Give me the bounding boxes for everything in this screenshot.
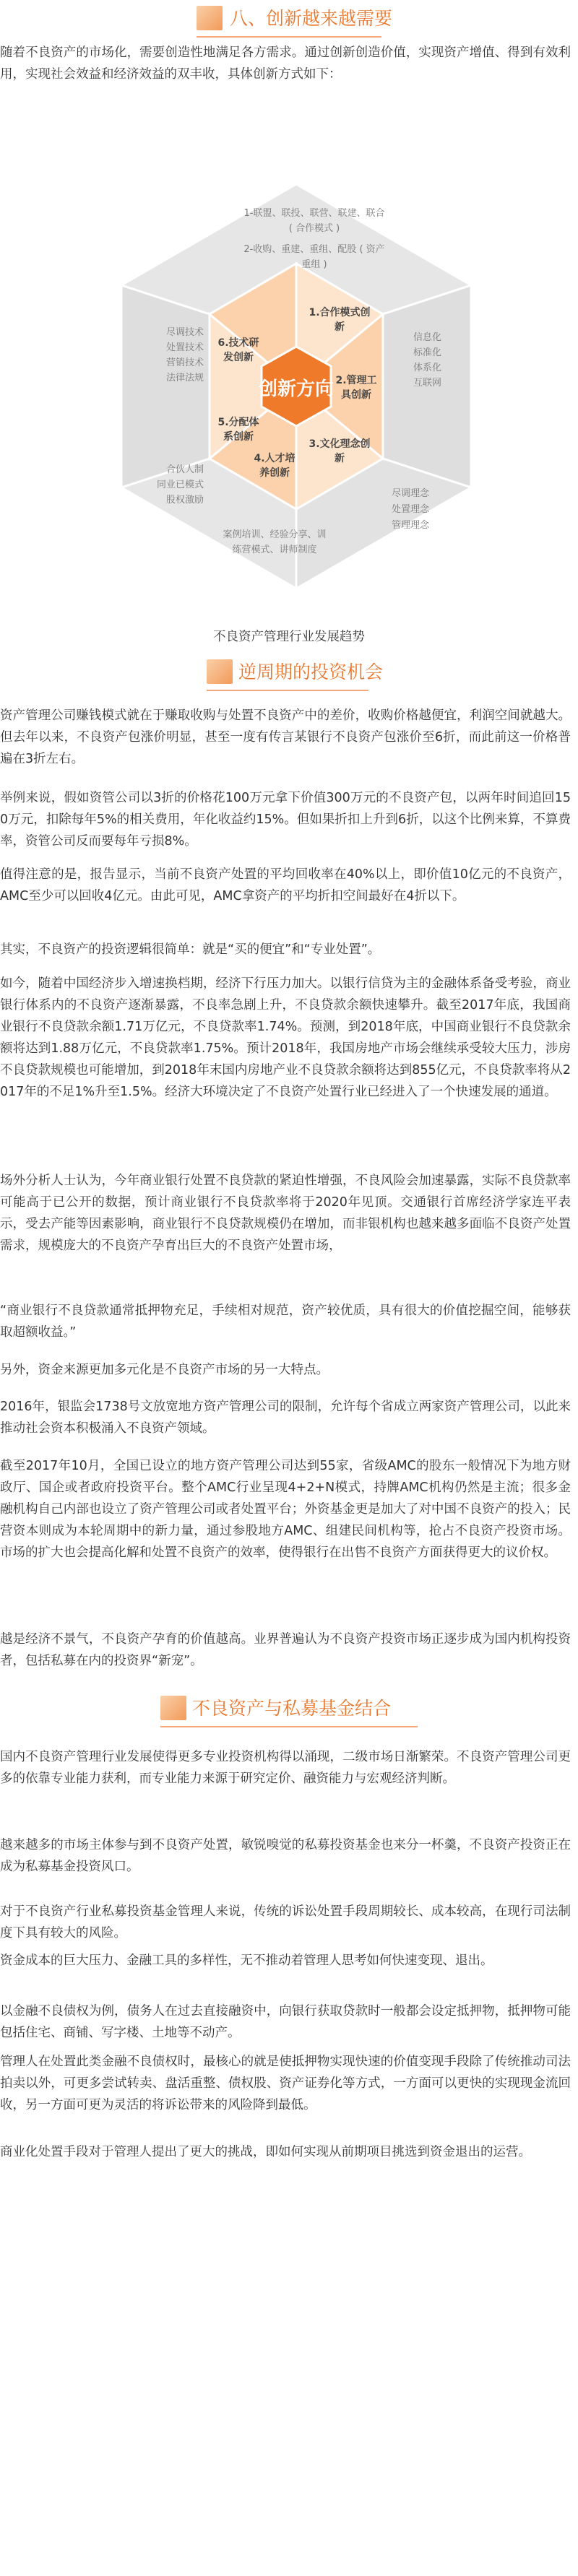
paragraph: 越来越多的市场主体参与到不良资产处置，敏锐嗅觉的私募投资基金也来分一杯羹，不良资产投资正在成为私募基金投资风口。 — [0, 1838, 571, 1874]
right-item-3: 体系化 — [413, 363, 442, 373]
cell-label-6: 6.技术研发创新 — [217, 337, 259, 363]
bottom-right-item-1: 尽调理念 — [392, 488, 430, 499]
section-title: 八、创新越来越需要 — [230, 8, 393, 29]
paragraph: 管理人在处置此类金融不良债权时，最核心的就是使抵押物实现快速的价值变现手段除了传统推动司法拍卖以外，可更多尝试转卖、盘活重整、债权股、资产证券化等方式，一方面可以更快的实现现金流回收，另一方面可更为灵活的将诉讼带来的风险降到最低。 — [0, 2055, 571, 2112]
left-top-item-2: 处置技术 — [165, 342, 204, 353]
paragraph: 2016年，银监会1738号文放宽地方资产管理公司的限制，允许每个省成立两家资产管理公司，以此来推动社会资本积极涌入不良资产领域。 — [0, 1400, 571, 1436]
outer-segment-left — [121, 285, 210, 487]
section-decor-icon — [207, 659, 233, 684]
right-item-4: 互联网 — [413, 378, 442, 389]
section-header-private-fund — [0, 1690, 578, 1727]
top-item-1: 1-联盟、联投、联营、联建、联合 ( 合作模式 ) — [243, 208, 385, 234]
paragraph: 资金成本的巨大压力、金融工具的多样性，无不推动着管理人思考如何快速变现、退出。 — [0, 1953, 493, 1968]
center-label: 创新方向 — [258, 378, 334, 400]
section-title: 逆周期的投资机会 — [238, 662, 384, 682]
cell-label-1: 1.合作模式创新 — [309, 307, 371, 333]
section-title: 不良资产与私募基金结合 — [192, 1698, 392, 1719]
left-bottom-item-1: 合伙人制 — [165, 464, 204, 475]
section-header-innovation — [0, 0, 578, 38]
left-top-item-4: 法律法规 — [165, 373, 204, 383]
paragraph: 对于不良资产行业私募投资基金管理人来说，传统的诉讼处置手段周期较长、成本较高，在现行司法制度下具有较大的风险。 — [0, 1904, 571, 1940]
cell-label-3: 3.文化理念创新 — [309, 438, 371, 464]
left-top-item-3: 营销技术 — [165, 357, 204, 368]
cell-label-5: 5.分配体系创新 — [217, 417, 259, 443]
left-top-item-1: 尽调技术 — [165, 327, 204, 338]
cell-label-2: 2.管理工具创新 — [335, 375, 377, 401]
paragraph: 值得注意的是，报告显示，当前不良资产处置的平均回收率在40%以上，即价值10亿元的不良资产，AMC至少可以回收4亿元。由此可见，AMC拿资产的平均折扣空间最好在4折以下。 — [0, 867, 571, 903]
paragraph: 资产管理公司赚钱模式就在于赚取收购与处置不良资产中的差价，收购价格越便宜，利润空间就越大。但去年以来，不良资产包涨价明显，甚至一度有传言某银行不良资产包涨价至6折，而此前这一价格普遍在3折左右。 — [0, 708, 571, 766]
paragraph: 场外分析人士认为，今年商业银行处置不良贷款的紧迫性增强，不良风险会加速暴露，实际不良贷款率可能高于已公开的数据，预计商业银行不良贷款率将于2020年见顶。交通银行首席经济学家连平表示，受去产能等因素影响，商业银行不良贷款规模仍在增加，而非银机构也越来越多面临不良资产处置需求，规模庞大的不良资产孕育出巨大的不良资产处置市场， — [0, 1174, 571, 1253]
paragraph: 截至2017年10月，全国已设立的地方资产管理公司达到55家，省级AMC的股东一般情况下为地方财政厅、国企或者政府投资平台。整个AMC行业呈现4+2+N模式，持牌AMC机构仍然是主流；很多金融机构自己内部也设立了资产管理公司或者处置平台；外资基金更是加大了对中国不良资产的投入；民营资本则成为本轮周期中的新力量，通过参股地方AMC、组建民间机构等，抢占不良资产投资市场。市场的扩大也会提高化解和处置不良资产的效率，使得银行在出售不良资产方面获得更大的议价权。 — [0, 1459, 571, 1560]
innovation-hexagon-diagram — [79, 170, 513, 603]
right-item-2: 标准化 — [413, 347, 442, 358]
paragraph: 如今，随着中国经济步入增速换档期，经济下行压力加大。以银行信贷为主的金融体系备受考验，商业银行体系内的不良资产逐渐暴露，不良率急剧上升，不良贷款余额快速攀升。截至2017年底，我国商业银行不良贷款余额1.71万亿元，不良贷款率1.74%。预测，到2018年底，中国商业银行不良贷款余额将达到1.88万亿元，不良贷款率1.75%。预计2018年，我国房地产市场会继续承受较大压力，涉房不良贷款规模也可能增加，到2018年末国内房地产业不良贷款余额将达到855亿元，不良贷款率将从2017年的不足1%升至1.5%。经济大环境决定了不良资产处置行业已经进入了一个快速发展的通道。 — [0, 976, 571, 1099]
right-item-1: 信息化 — [413, 332, 442, 343]
paragraph: 商业化处置手段对于管理人提出了更大的挑战，即如何实现从前期项目挑选到资金退出的运营。 — [0, 2145, 531, 2159]
section-header-countercyclical — [0, 654, 578, 691]
bottom-item-1: 案例培训、经验分享、训练营模式、讲师制度 — [223, 529, 327, 555]
paragraph: 举例来说，假如资管公司以3折的价格花100万元拿下价值300万元的不良资产包，以两年时间追回150万元，扣除每年5%的相关费用，年化收益约15%。但如果折扣上升到6折，以这个比例来算，不算费率，资管公司反而要每年亏损8%。 — [0, 791, 571, 849]
section-underline — [197, 36, 381, 38]
paragraph: 越是经济不景气，不良资产孕育的价值越高。业界普遍认为不良资产投资市场正逐步成为国内机构投资者，包括私募在内的投资界“新宠”。 — [0, 1632, 571, 1668]
paragraph: 随着不良资产的市场化，需要创造性地满足各方需求。通过创新创造价值，实现资产增值、得到有效利用，实现社会效益和经济效益的双丰收，具体创新方式如下： — [0, 45, 571, 82]
diagram-caption: 不良资产管理行业发展趋势 — [213, 630, 365, 644]
top-item-2: 2-收购、重建、重组、配股 ( 资产重组 ) — [243, 244, 385, 270]
bottom-right-item-2: 处置理念 — [392, 504, 430, 515]
section-underline — [160, 1726, 418, 1727]
section-underline — [207, 690, 368, 691]
section-decor-icon — [197, 6, 223, 30]
paragraph: 以金融不良债权为例，债务人在过去直接融资中，向银行获取贷款时一般都会设定抵押物，抵押物可能包括住宅、商铺、写字楼、土地等不动产。 — [0, 2004, 571, 2040]
cell-label-4: 4.人才培养创新 — [254, 453, 296, 479]
paragraph: 其实，不良资产的投资逻辑很简单：就是“买的便宜”和“专业处置”。 — [0, 942, 381, 957]
paragraph: 另外，资金来源更加多元化是不良资产市场的另一大特点。 — [0, 1363, 329, 1377]
quote-paragraph: “商业银行不良贷款通常抵押物充足，手续相对规范，资产较优质，具有很大的价值挖掘空间，能够获取超额收益。” — [0, 1304, 571, 1340]
section-decor-icon — [160, 1696, 186, 1720]
paragraph: 国内不良资产管理行业发展使得更多专业投资机构得以涌现，二级市场日渐繁荣。不良资产管理公司更多的依靠专业能力获利，而专业能力来源于研究定价、融资能力与宏观经济判断。 — [0, 1750, 571, 1786]
left-bottom-item-3: 股权激励 — [165, 495, 204, 506]
bottom-right-item-3: 管理理念 — [392, 520, 430, 531]
left-bottom-item-2: 同业已模式 — [156, 480, 204, 490]
